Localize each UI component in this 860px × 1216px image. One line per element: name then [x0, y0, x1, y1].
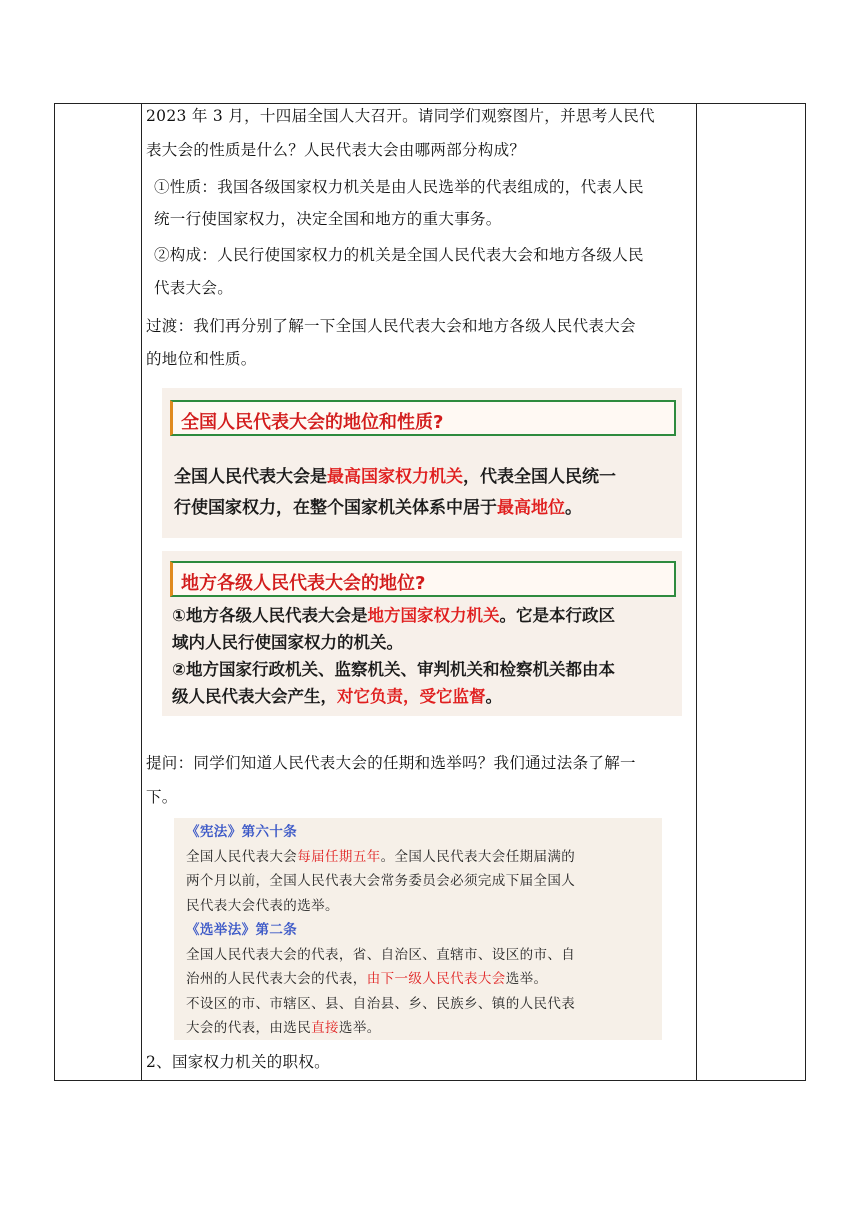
- npc-status-title-box: [170, 400, 676, 436]
- npc-status-image: [162, 388, 682, 538]
- question-line-1: 提问：同学们知道人民代表大会的任期和选举吗？我们通过法条了解一: [146, 754, 636, 772]
- composition-line-2: 代表大会。: [154, 279, 234, 297]
- section-heading-powers: 2、国家权力机关的职权。: [146, 1053, 330, 1071]
- question-line-2: 下。: [146, 788, 178, 806]
- column-divider-left: [141, 104, 142, 1080]
- intro-line-2: 表大会的性质是什么？人民代表大会由哪两部分构成？: [146, 141, 526, 159]
- nature-line-2: 统一行使国家权力，决定全国和地方的重大事务。: [154, 210, 502, 228]
- nature-line-1: ①性质：我国各级国家权力机关是由人民选举的代表组成的，代表人民: [154, 178, 644, 196]
- npc-status-title: 全国人民代表大会的地位和性质?: [181, 412, 444, 433]
- law-excerpt-image: [174, 818, 662, 1040]
- election-law-heading: 《选举法》第二条: [186, 922, 298, 938]
- law-excerpt-text: 《宪法》第六十条 全国人民代表大会每届任期五年。全国人民代表大会任期届满的 两个月以前，全国人民代表大会常务委员会必须完成下届全国人 民代表大会代表的选举。 《选举法》第二条 全国人民代表大会的代表，省、自治区、直辖市、设区的市、自 治州的人民代表大会的代表，由下一级人民代表大会选举。 不设区的市、市辖区、县、自治县、乡、民族乡、镇的人民代表 大会的代表，由选民直接选举。: [186, 824, 576, 1036]
- local-congress-title: 地方各级人民代表大会的地位?: [181, 573, 426, 594]
- transition-line-2: 的地位和性质。: [146, 350, 257, 368]
- column-divider-right: [696, 104, 697, 1080]
- local-congress-title-box: [170, 561, 676, 597]
- local-congress-text: ①地方各级人民代表大会是地方国家权力机关。它是本行政区 域内人民行使国家权力的机关。 ②地方国家行政机关、监察机关、审判机关和检察机关都由本 级人民代表大会产生，对它负责，受它监督。: [172, 606, 615, 706]
- npc-status-text: 全国人民代表大会是最高国家权力机关，代表全国人民统一 行使国家权力，在整个国家机关体系中居于最高地位。: [174, 467, 616, 518]
- local-congress-image: [162, 551, 682, 716]
- constitution-heading: 《宪法》第六十条: [186, 824, 298, 840]
- transition-line-1: 过渡：我们再分别了解一下全国人民代表大会和地方各级人民代表大会: [146, 317, 636, 335]
- intro-line-1: 2023 年 3 月，十四届全国人大召开。请同学们观察图片，并思考人民代: [146, 107, 655, 125]
- composition-line-1: ②构成：人民行使国家权力的机关是全国人民代表大会和地方各级人民: [154, 246, 644, 264]
